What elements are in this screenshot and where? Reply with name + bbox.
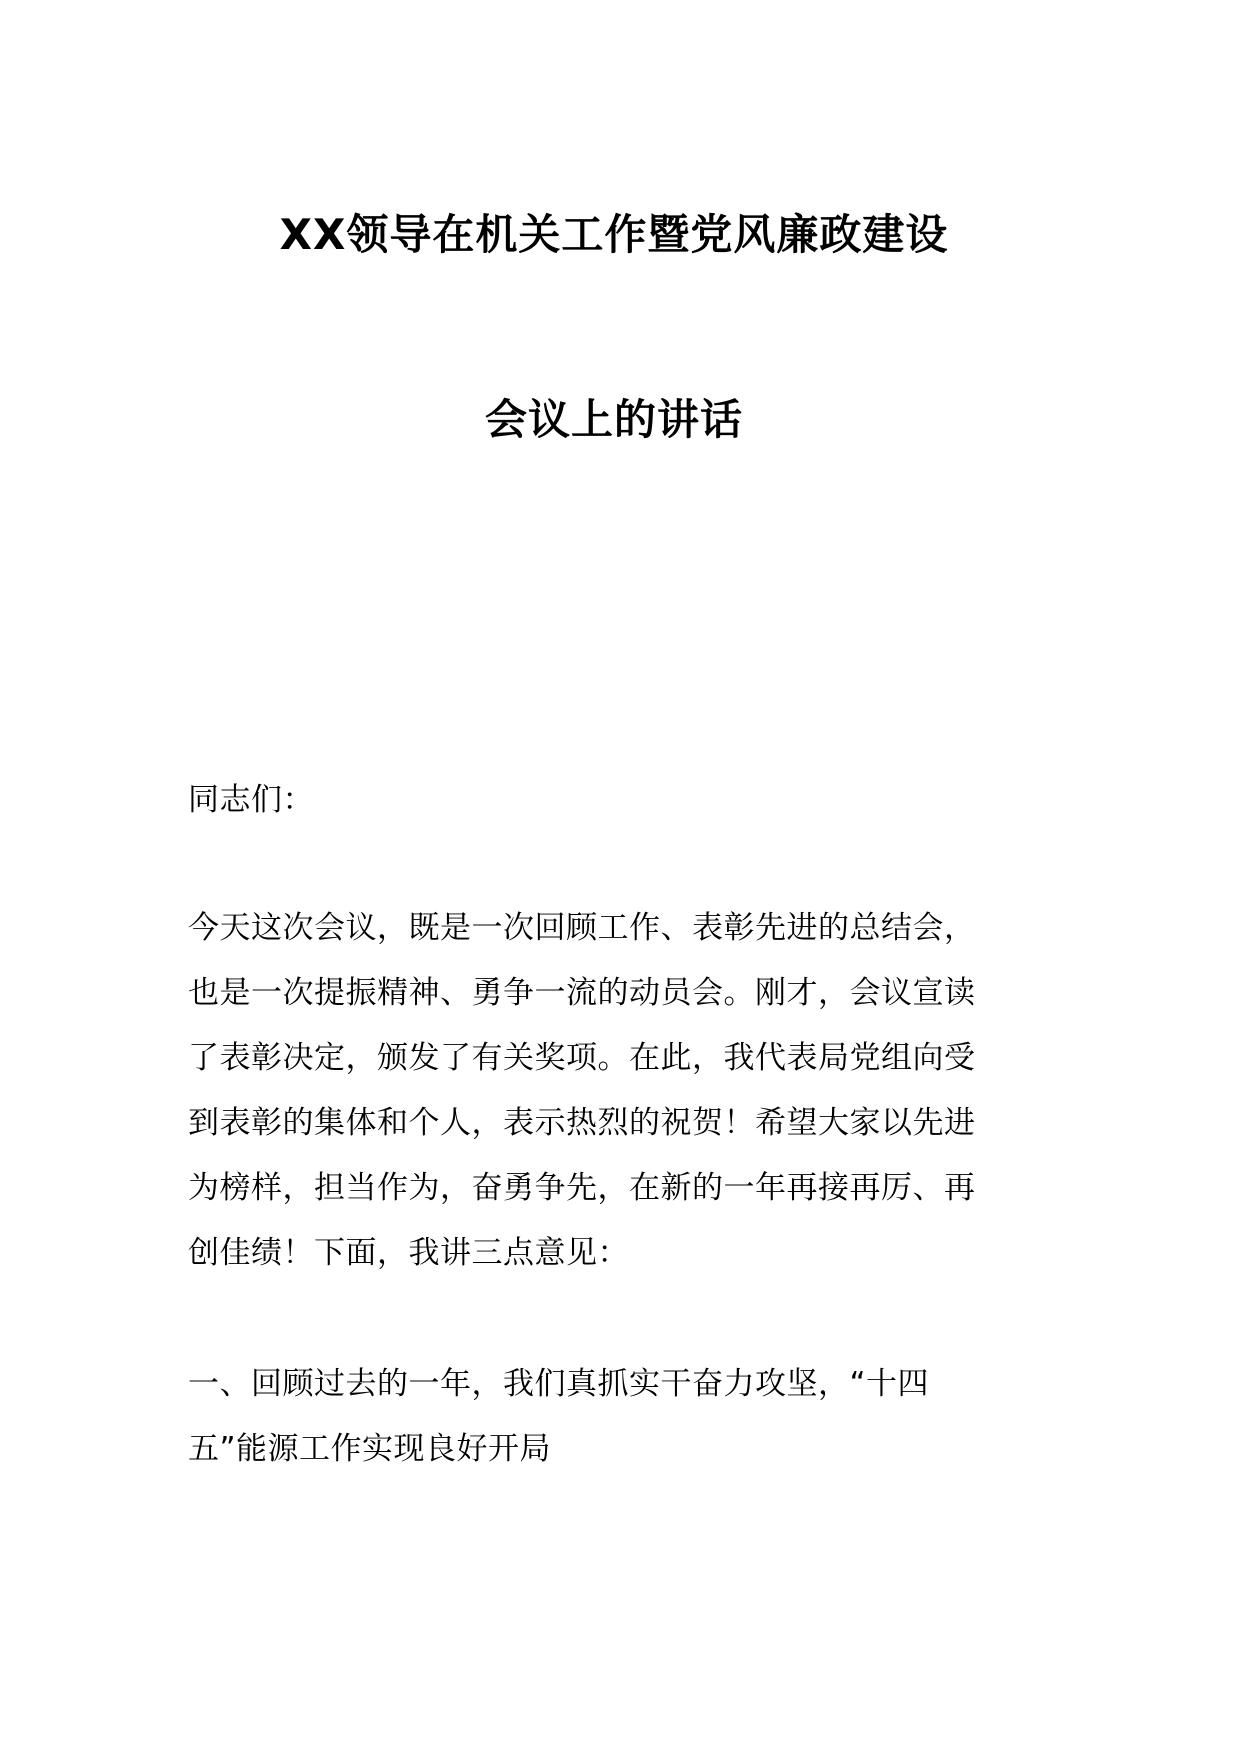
salutation (188, 768, 1058, 833)
document-title-line-1: XX领导在机关工作暨党风廉政建设 (279, 210, 949, 259)
document-title-line-2: 会议上的讲话 (484, 395, 743, 444)
paragraph-line: 今天这次会议，既是一次回顾工作、表彰先进的总结会， (188, 910, 976, 946)
paragraph-line: 了表彰决定，颁发了有关奖项。在此，我代表局党组向受 (188, 1040, 976, 1076)
salutation-text: 同志们： (188, 782, 314, 818)
paragraph-intro (188, 896, 1058, 1286)
section-heading-line: 五”能源工作实现良好开局 (188, 1431, 552, 1467)
paragraph-line: 创佳绩！下面，我讲三点意见： (188, 1235, 629, 1271)
paragraph-line: 也是一次提振精神、勇争一流的动员会。刚才，会议宣读 (188, 975, 976, 1011)
section-heading-1 (188, 1352, 1058, 1482)
paragraph-line: 为榜样，担当作为，奋勇争先，在新的一年再接再厉、再 (188, 1170, 976, 1206)
section-heading-line: 一、回顾过去的一年，我们真抓实干奋力攻坚，“十四 (188, 1366, 930, 1402)
paragraph-line: 到表彰的集体和个人，表示热烈的祝贺！希望大家以先进 (188, 1105, 976, 1141)
